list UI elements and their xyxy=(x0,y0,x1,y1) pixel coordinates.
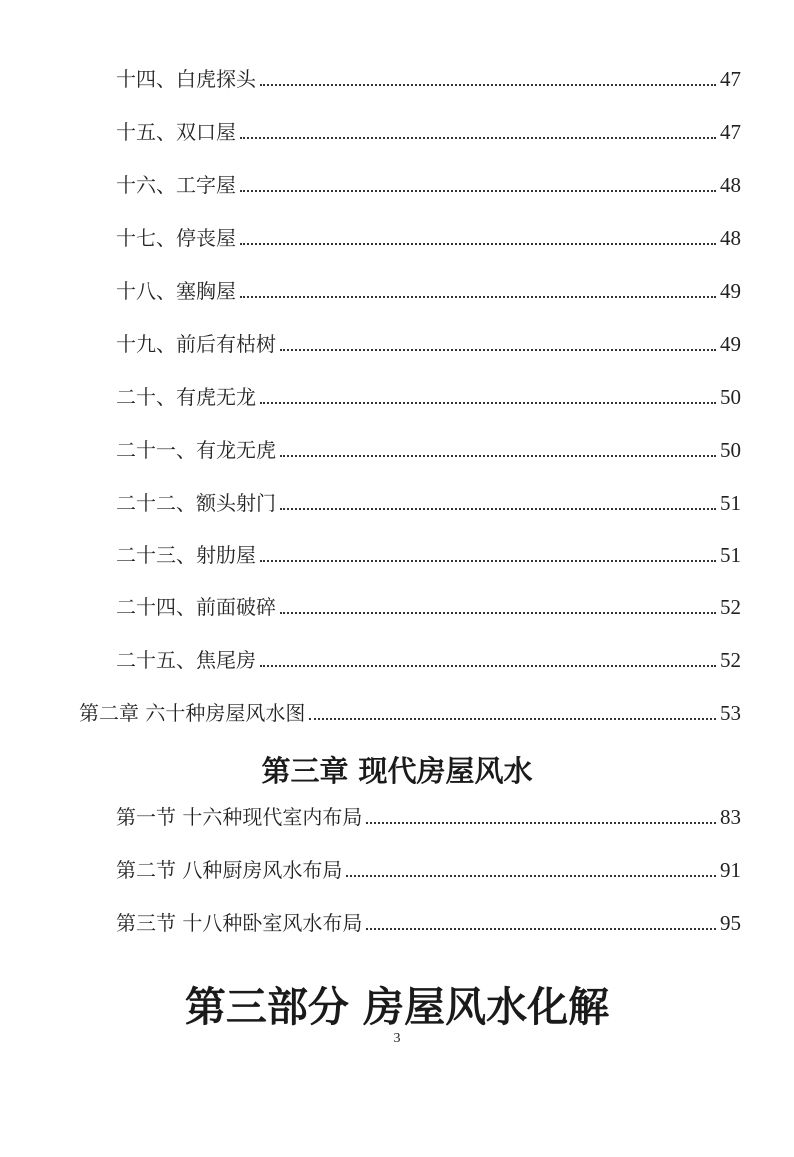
chapter-three-heading: 第三章 现代房屋风水 xyxy=(261,754,533,788)
dot-leader xyxy=(260,84,716,86)
dot-leader xyxy=(240,190,716,192)
dot-leader xyxy=(280,455,716,457)
dot-leader xyxy=(366,928,716,930)
toc-entry-page: 52 xyxy=(720,648,741,672)
toc-entry-page: 48 xyxy=(720,173,741,197)
toc-entry-title: 二十五、焦尾房 xyxy=(116,648,256,672)
toc-entry-title: 十六、工字屋 xyxy=(116,173,236,197)
toc-entry[interactable] xyxy=(116,594,741,620)
toc-entry-page: 51 xyxy=(720,491,741,515)
toc-entry-page: 51 xyxy=(720,543,741,567)
toc-entry[interactable] xyxy=(116,804,741,830)
toc-entry-page: 52 xyxy=(720,595,741,619)
dot-leader xyxy=(240,137,716,139)
toc-entry[interactable] xyxy=(116,225,741,251)
toc-entry-title: 二十一、有龙无虎 xyxy=(116,438,276,462)
toc-entry-title: 二十四、前面破碎 xyxy=(116,595,276,619)
dot-leader xyxy=(280,612,716,614)
dot-leader xyxy=(309,718,716,720)
dot-leader xyxy=(240,243,716,245)
toc-entry[interactable] xyxy=(116,278,741,304)
toc-entry-page: 95 xyxy=(720,911,741,935)
toc-entry[interactable] xyxy=(116,66,741,92)
toc-entry-page: 91 xyxy=(720,858,741,882)
toc-entry-title: 十八、塞胸屋 xyxy=(116,279,236,303)
toc-entry-page: 47 xyxy=(720,67,741,91)
dot-leader xyxy=(240,296,716,298)
toc-entry-page: 48 xyxy=(720,226,741,250)
toc-entry[interactable] xyxy=(116,542,741,568)
toc-entry-page: 49 xyxy=(720,279,741,303)
toc-entry[interactable] xyxy=(116,172,741,198)
toc-entry-title: 第三节 十八种卧室风水布局 xyxy=(116,911,363,935)
dot-leader xyxy=(366,822,716,824)
toc-entry[interactable] xyxy=(116,490,741,516)
toc-entry[interactable] xyxy=(116,857,741,883)
toc-entry-page: 50 xyxy=(720,385,741,409)
dot-leader xyxy=(260,560,716,562)
toc-entry-title: 二十二、额头射门 xyxy=(116,491,276,515)
toc-entry-page: 47 xyxy=(720,120,741,144)
dot-leader xyxy=(280,508,716,510)
toc-entry-title: 二十三、射肋屋 xyxy=(116,543,256,567)
toc-entry-title: 十五、双口屋 xyxy=(116,120,236,144)
toc-entry-page: 50 xyxy=(720,438,741,462)
toc-entry-title: 第一节 十六种现代室内布局 xyxy=(116,805,363,829)
dot-leader xyxy=(260,665,716,667)
toc-entry[interactable] xyxy=(116,437,741,463)
toc-entry-title: 十七、停丧屋 xyxy=(116,226,236,250)
toc-entry-title: 十四、白虎探头 xyxy=(116,67,256,91)
toc-entry[interactable] xyxy=(116,647,741,673)
dot-leader xyxy=(346,875,716,877)
toc-entry-page: 83 xyxy=(720,805,741,829)
toc-entry[interactable] xyxy=(116,331,741,357)
toc-entry-page: 53 xyxy=(720,701,741,725)
toc-entry-title: 第二章 六十种房屋风水图 xyxy=(79,701,306,725)
toc-entry-title: 十九、前后有枯树 xyxy=(116,332,276,356)
toc-entry[interactable] xyxy=(116,384,741,410)
toc-entry[interactable] xyxy=(116,119,741,145)
page-number: 3 xyxy=(393,1031,401,1046)
toc-entry[interactable] xyxy=(116,910,741,936)
part-three-heading: 第三部分 房屋风水化解 xyxy=(184,983,610,1031)
toc-chapter-two[interactable] xyxy=(79,700,741,726)
toc-entry-page: 49 xyxy=(720,332,741,356)
toc-entry-title: 第二节 八种厨房风水布局 xyxy=(116,858,343,882)
dot-leader xyxy=(280,349,716,351)
dot-leader xyxy=(260,402,716,404)
toc-entry-title: 二十、有虎无龙 xyxy=(116,385,256,409)
